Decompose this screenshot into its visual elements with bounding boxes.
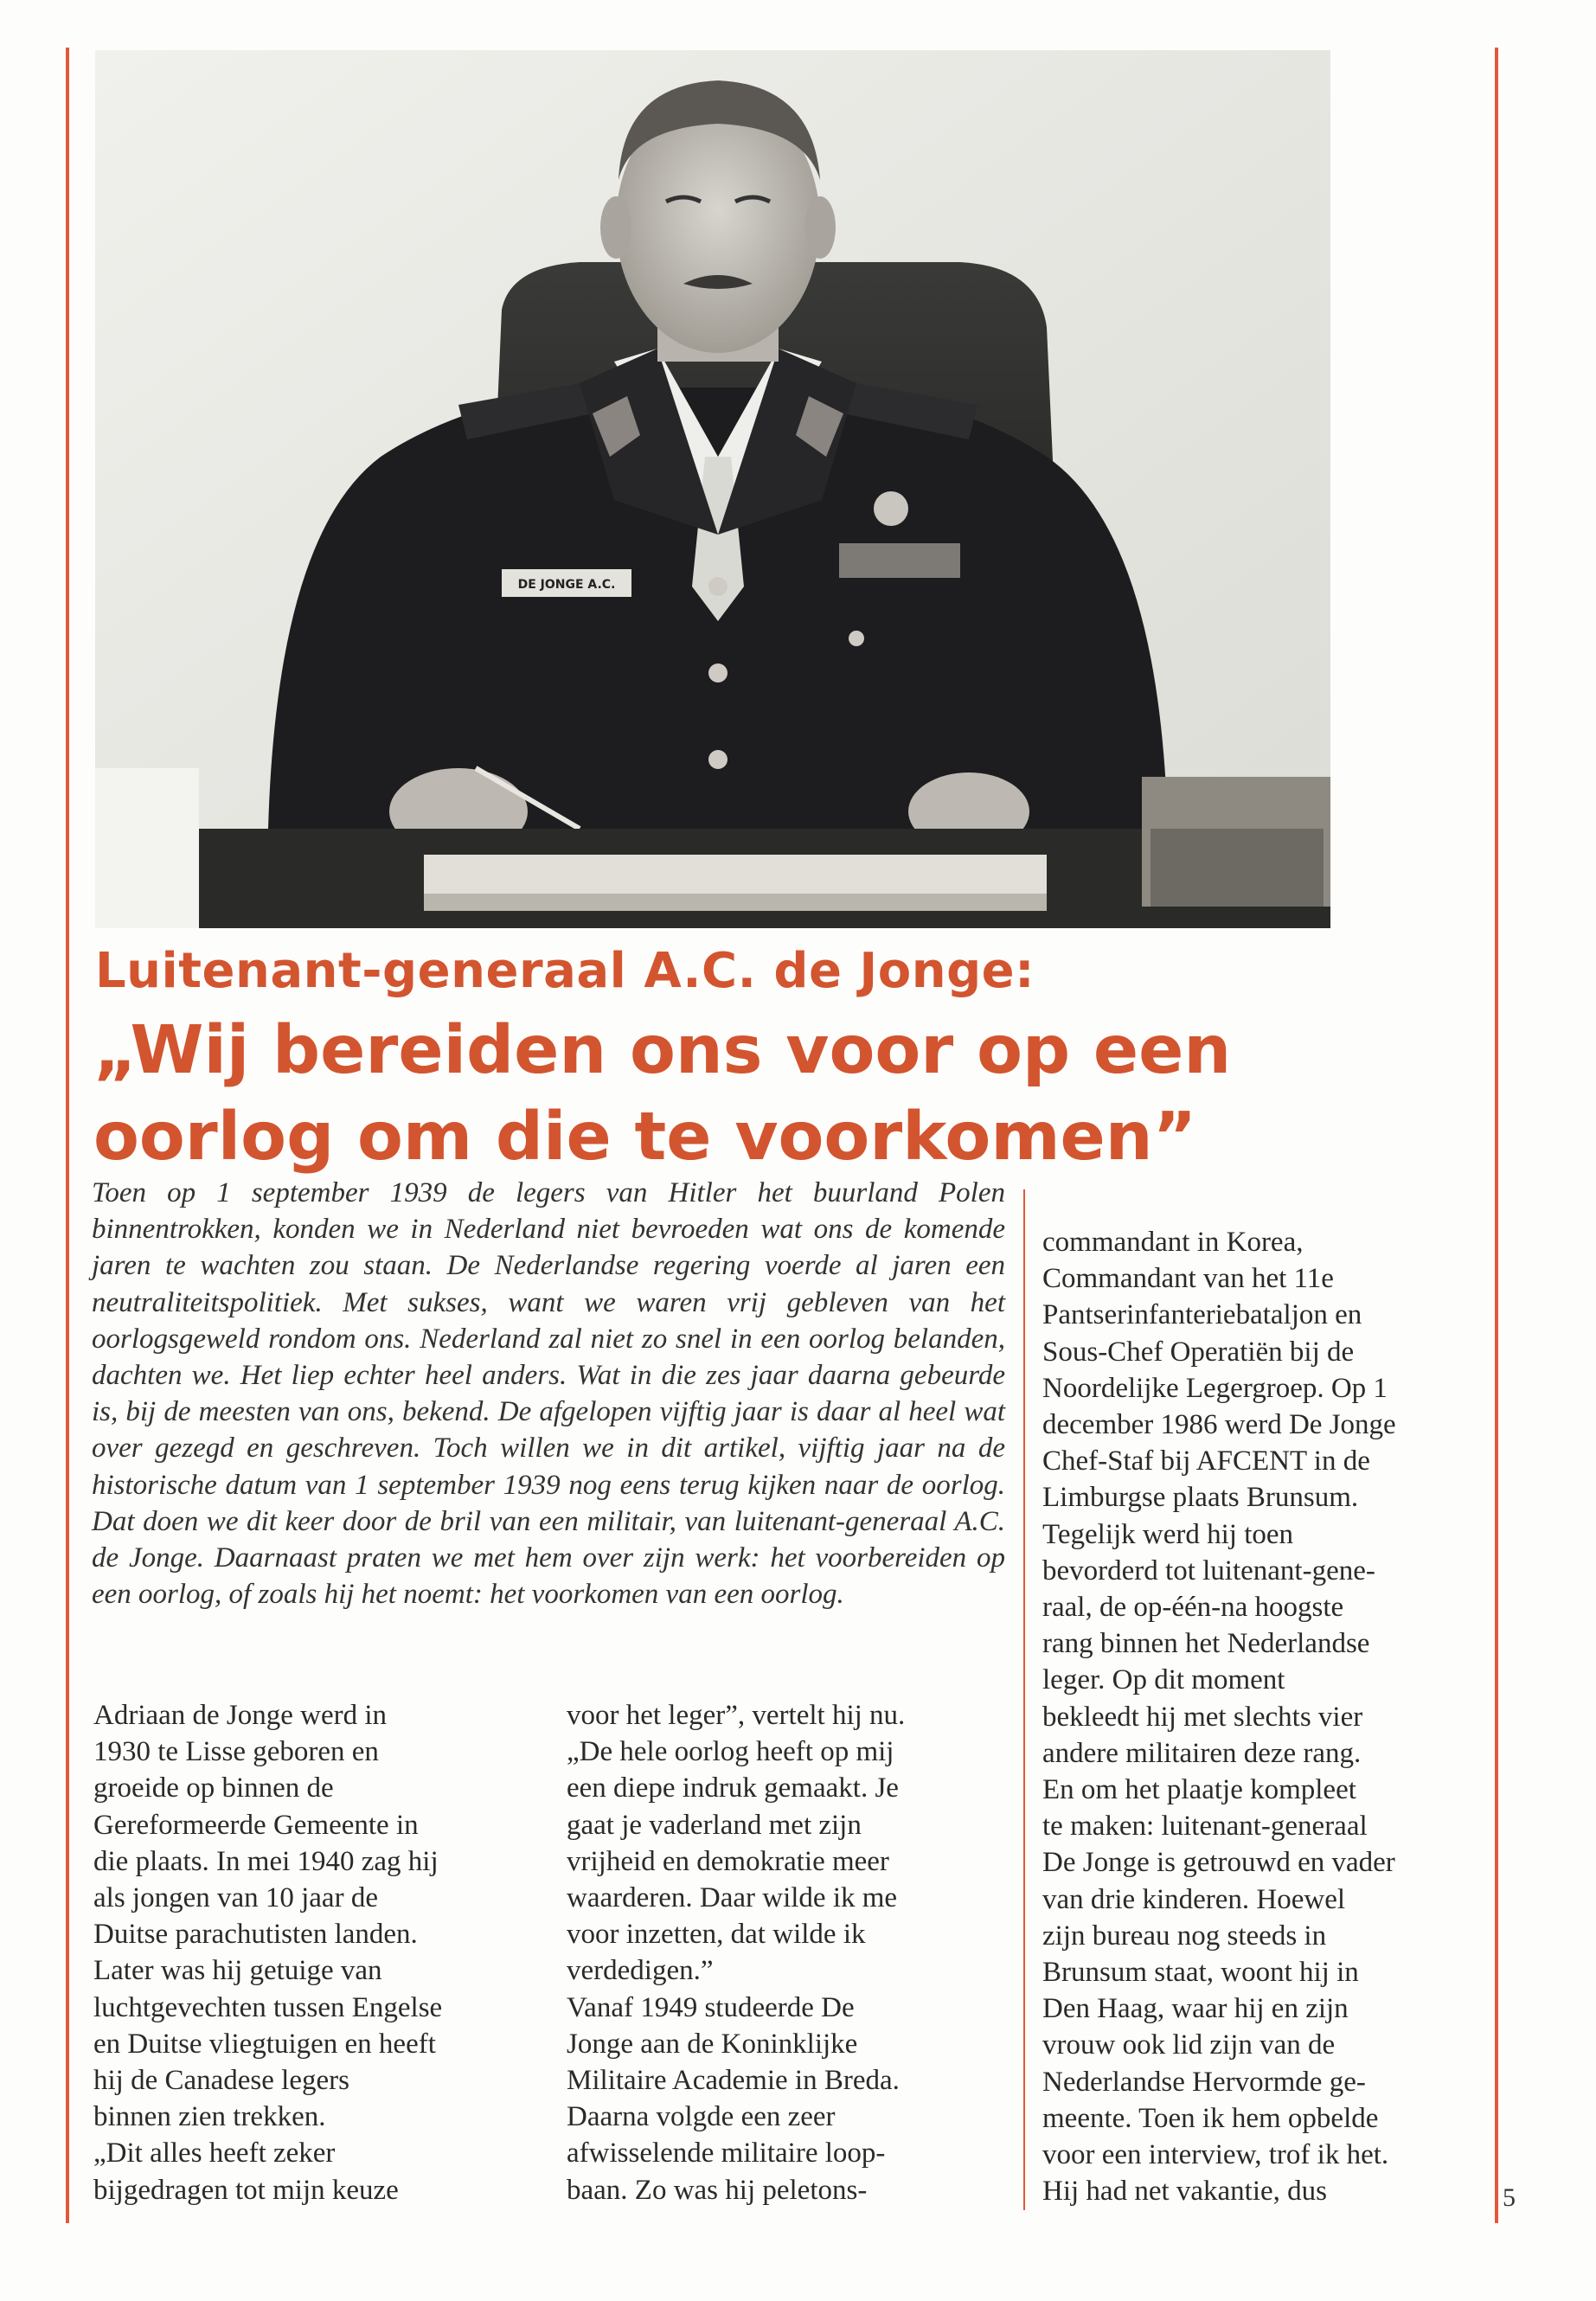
body-column-2 [567,1697,999,2208]
body-column-3 [1042,1224,1475,2209]
left-margin-rule [66,48,69,2223]
column-text: voor het leger”, vertelt hij nu. „De hele oorlog heeft op mij een diepe indruk gemaakt. Je gaat je vaderland met zijn vrijheid en demokratie meer waarderen. Daar wilde ik me voor inzetten, dat wilde ik verdedigen.” Vanaf 1949 studeerde De Jonge aan de Koninklijke Militaire Academie in Breda. Daarna volgde een zeer afwisselende militaire loop- baan. Zo was hij peletons- [567,1700,906,2206]
right-margin-rule [1495,48,1498,2223]
name-tag-text: DE JONGE A.C. [517,578,616,592]
portrait-photo-illustration [95,50,1330,928]
column-text: commandant in Korea, Commandant van het 11e Pantserinfanteriebataljon en Sous-Chef Operatiën bij de Noordelijke Legergroep. Op 1 december 1986 werd De Jonge Chef-Staf bij AFCENT in de Limburgse plaats Brunsum. Tegelijk werd hij toen bevorderd tot luitenant-gene- raal, de op-één-na hoogste rang binnen het Nederlandse leger. Op dit moment bekleedt hij met slechts vier andere militairen deze rang. En om het plaatje kompleet te maken: luitenant-generaal De Jonge is getrouwd en vader van drie kinderen. Hoewel zijn bureau nog steeds in Brunsum staat, woont hij in Den Haag, waar hij en zijn vrouw ook lid zijn van de Nederlandse Hervormde ge- meente. Toen ik hem opbelde voor een interview, trof ik het. Hij had net vakantie, dus [1042,1227,1396,2208]
column-text: Adriaan de Jonge werd in 1930 te Lisse geboren en groeide op binnen de Gereformeerde Gemeente in die plaats. In mei 1940 zag hij als jongen van 10 jaar de Duitse parachutisten landen. Later was hij getuige van luchtgevechten tussen Engelse en Duitse vliegtuigen en heeft hij de Canadese legers binnen zien trekken. „Dit alles heeft zeker bijgedragen tot mijn keuze [93,1700,443,2206]
article-intro: Toen op 1 september 1939 de legers van Hitler het buurland Polen binnentrokken, konden we in Nederland niet bevroeden wat ons de komende jaren te wachten zou staan. De Nederlandse regering voerde al jaren een neutraliteitspolitiek. Met sukses, want we waren vrij gebleven van het oorlogsgeweld rondom ons. Nederland zal niet zo snel in een oorlog belanden, dachten we. Het liep echter heel anders. Wat in die zes jaar daarna gebeurde is, bij de meesten van ons, bekend. De afgelopen vijftig jaar is daar al heel wat over gezegd en geschreven. Toch willen we in dit artikel, vijftig jaar na de historische datum van 1 september 1939 nog eens terug kijken naar de oorlog. Dat doen we dit keer door de bril van een militair, van luitenant-generaal A.C. de Jonge. Daarnaast praten we met hem over zijn werk: het voorbereiden op een oorlog, of zoals hij het noemt: het voorkomen van een oorlog. [92,1177,1005,1611]
article-title: „Wij bereiden ons voor op een oorlog om die te voorkomen” [93,1012,1232,1176]
column-divider-rule [1023,1189,1025,2210]
page-number: 5 [1503,2183,1516,2212]
body-column-1 [93,1697,526,2208]
article-subtitle: Luitenant-generaal A.C. de Jonge: [95,943,1035,999]
portrait-photo [95,50,1330,928]
